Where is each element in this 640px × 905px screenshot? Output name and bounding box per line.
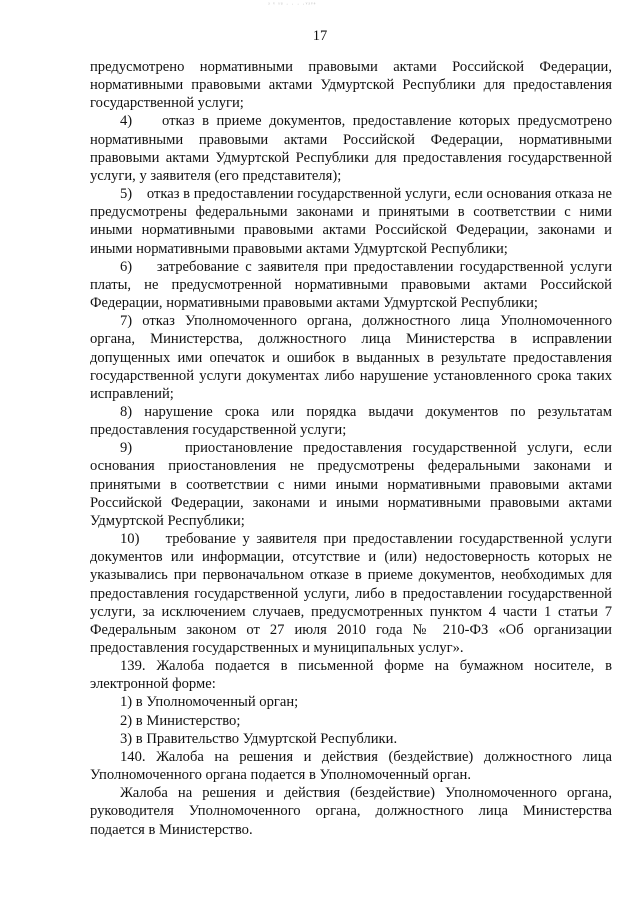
document-body	[90, 58, 612, 839]
paragraph: 8) нарушение срока или порядка выдачи документов по результатам предоставления государственной услуги;	[90, 403, 612, 439]
paragraph: 2) в Министерство;	[120, 712, 241, 729]
paragraph: 1) в Уполномоченный орган;	[120, 694, 299, 711]
paragraph: Жалоба на решения и действия (бездействие) Уполномоченного органа, руководителя Уполномоченного органа, должностного лица Министерства подается в Министерство.	[90, 785, 612, 838]
page-number: 17	[312, 28, 328, 44]
paragraph: 9) приостановление предоставления государственной услуги, если основания приостановления не предусмотрены федеральными законами и принятыми в соответствии с ними иными нормативными правовыми актами Российской Федерации, законами и иными нормативными правовыми актами Удмуртской Республики;	[90, 440, 612, 529]
paragraph: 7) отказ Уполномоченного органа, должностного лица Уполномоченного органа, Министерства, должностного лица Министерства в исправлении допущенных ими опечаток и ошибок в выданных в результате предоставления государственной услуги документах либо нарушение установленного срока таких исправлений;	[90, 313, 612, 402]
paragraph: 6) затребование с заявителя при предоставлении государственной услуги платы, не предусмотренной нормативными правовыми актами Российской Федерации, нормативными правовыми актами Удмуртской Республики;	[90, 258, 612, 312]
paragraph: 139. Жалоба подается в письменной форме на бумажном носителе, в электронной форме:	[90, 658, 612, 693]
paragraph: 10) требование у заявителя при предоставлении государственной услуги документов или информации, отсутствие и (или) недостоверность которых не указывались при первоначальном отказе в приеме документов, необходимых для предоставления государственной услуги, либо в предоставлении государственной услуги, за исключением случаев, предусмотренных пунктом 4 части 1 статьи 7 Федеральным законом от 27 июля 2010 года № 210-ФЗ «Об организации предоставления государственных и муниципальных услуг».	[90, 531, 612, 656]
paragraph: предусмотрено нормативными правовыми актами Российской Федерации, нормативными правовыми актами Удмуртской Республики для предоставления государственной услуги;	[90, 59, 612, 112]
paragraph: 4) отказ в приеме документов, предоставление которых предусмотрено нормативными правовыми актами Российской Федерации, нормативными правовыми актами Удмуртской Республики для предоставления государственной услуги, у заявителя (его представителя);	[90, 113, 612, 184]
scan-header-mark: ᵃ ᵛ ˢᵘ · · · ·ᵛᵃᵛᵉ	[268, 2, 317, 8]
paragraph: 3) в Правительство Удмуртской Республики.	[120, 730, 398, 747]
paragraph: 5) отказ в предоставлении государственной услуги, если основания отказа не предусмотрены федеральными законами и принятыми в соответствии с ними иными нормативными правовыми актами Российской Федерации, законами и иными нормативными правовыми актами Удмуртской Республики;	[90, 186, 612, 257]
paragraph: 140. Жалоба на решения и действия (бездействие) должностного лица Уполномоченного органа подается в Уполномоченный орган.	[90, 748, 612, 784]
